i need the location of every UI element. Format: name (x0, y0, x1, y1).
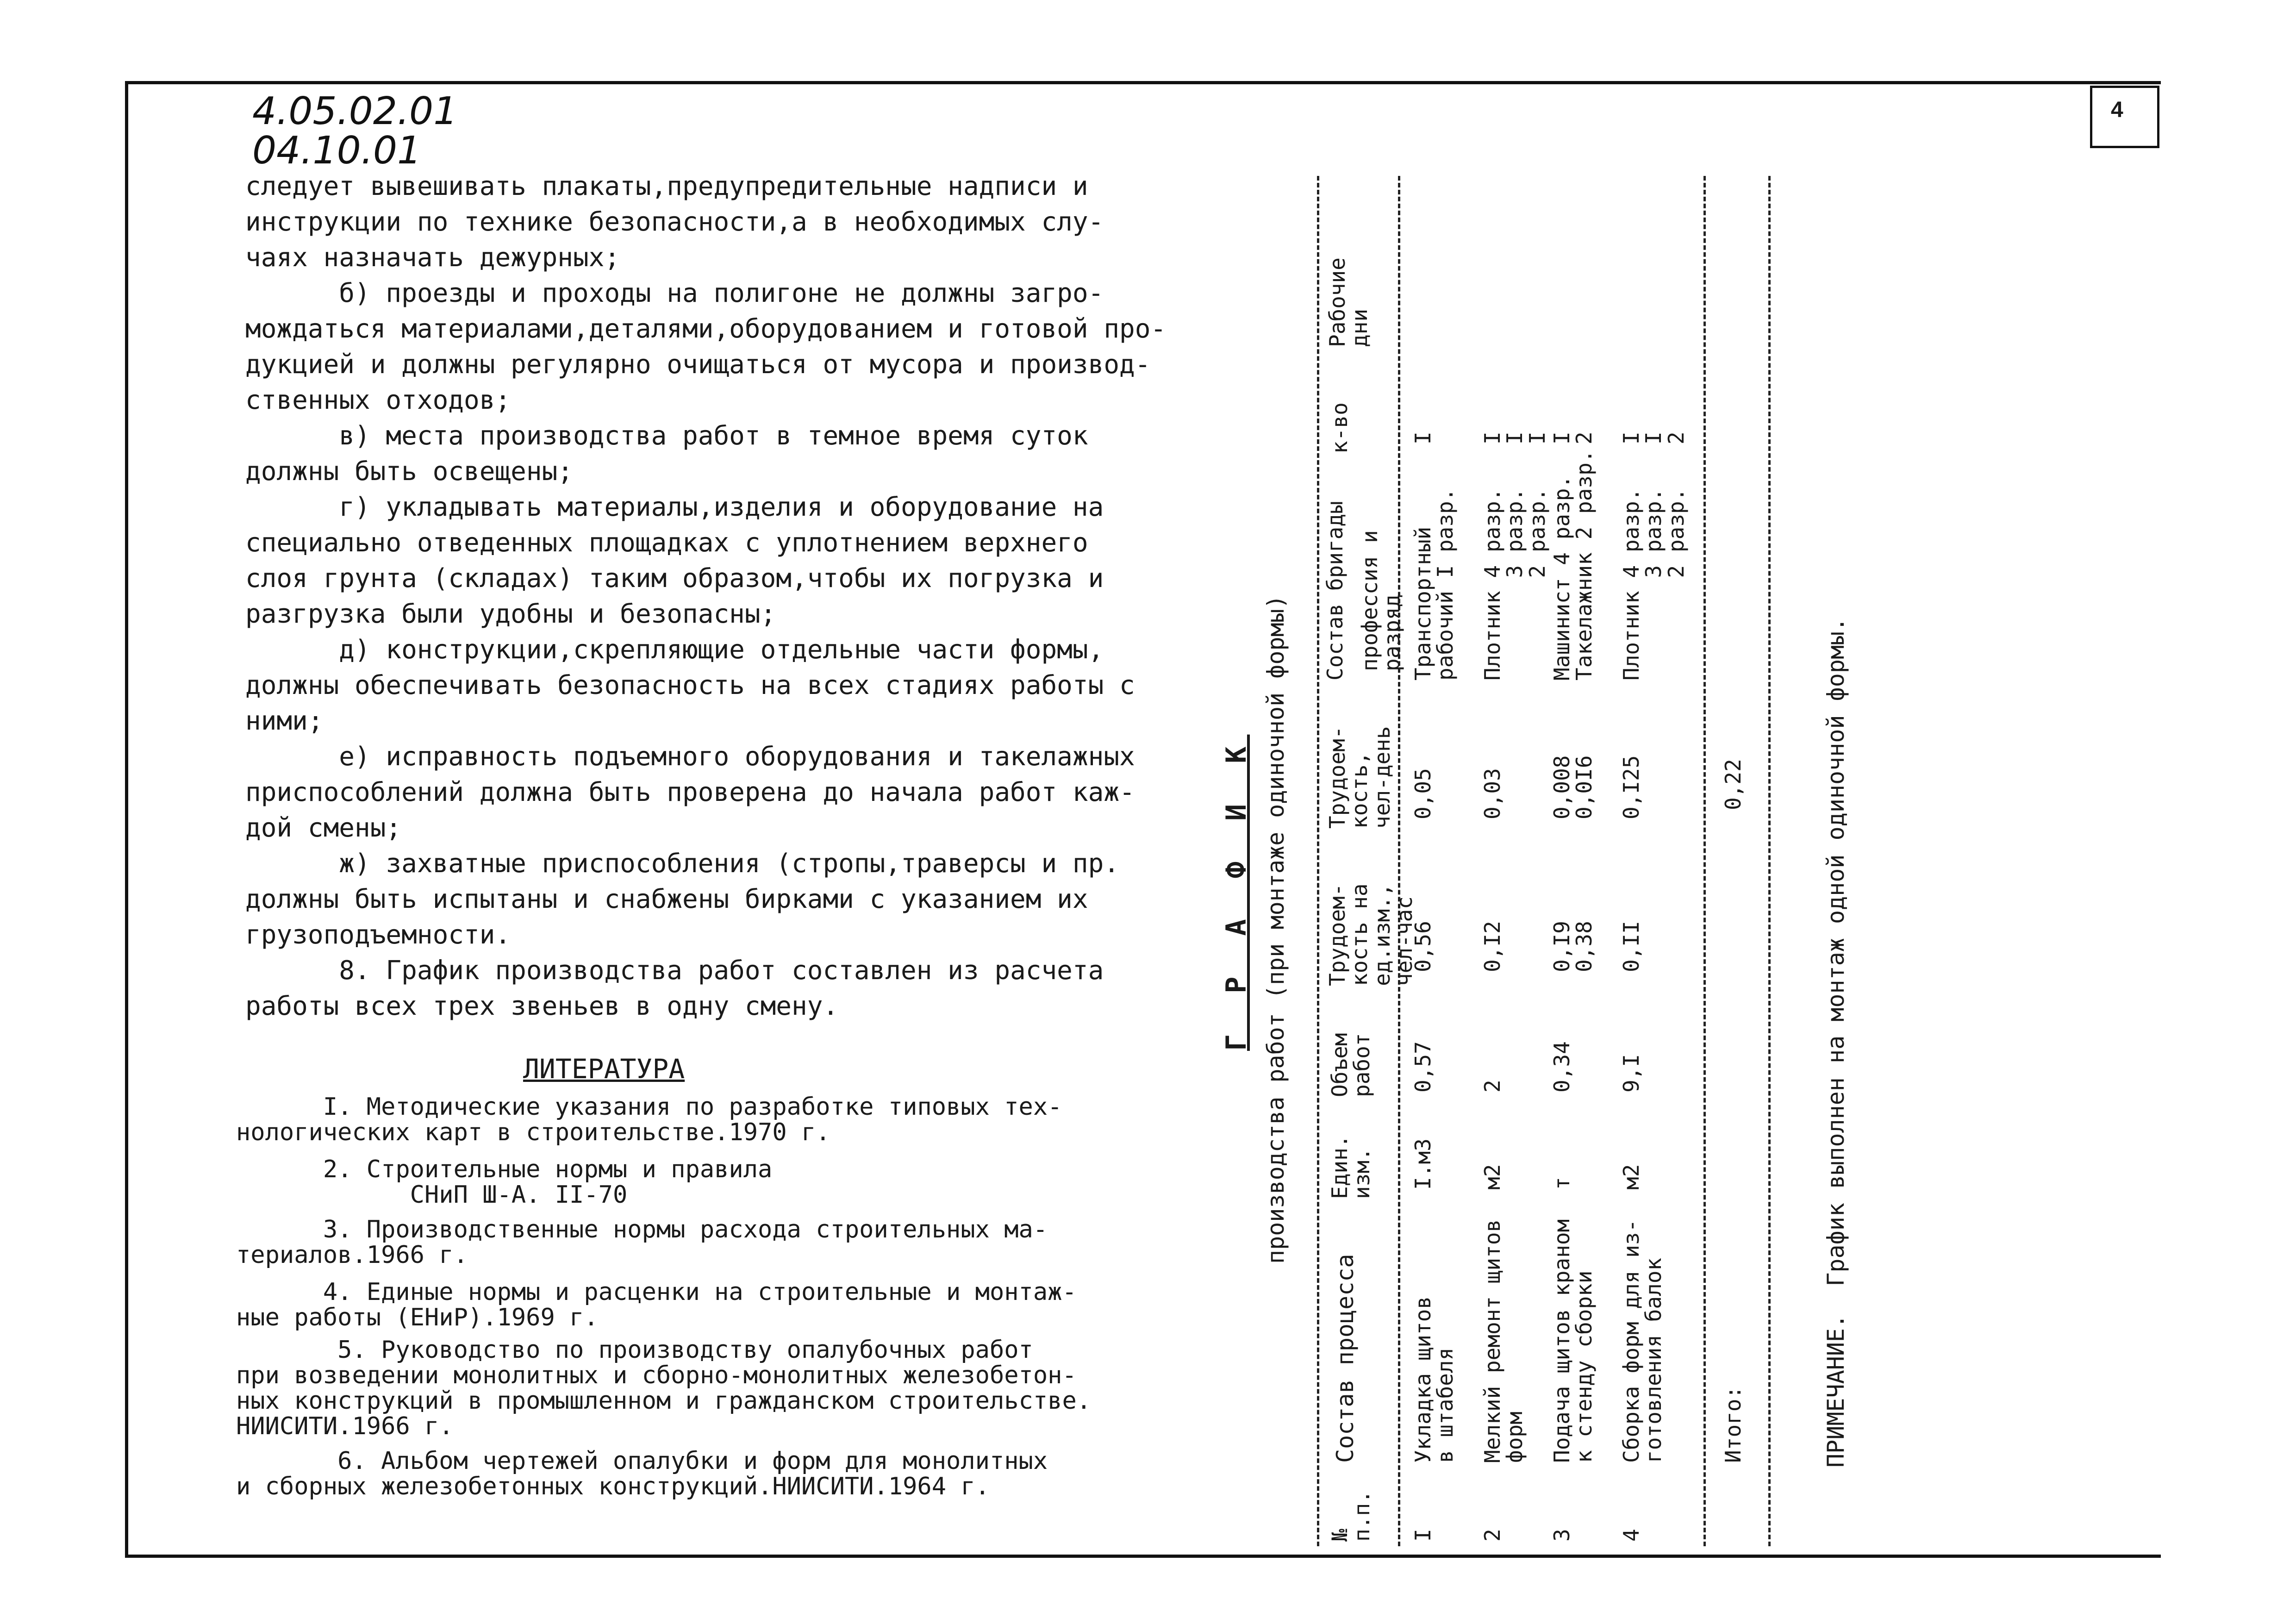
cell-unit: т (1549, 1177, 1574, 1190)
text-line: дукцией и должны регулярно очищаться от мусора и производ- (245, 350, 1151, 380)
hdr-profession: профессия и разряд (1357, 530, 1405, 671)
text-line: г) укладывать материалы,изделия и оборудование на (245, 492, 1104, 522)
cell-unit: м2 (1480, 1164, 1505, 1190)
table-top-rule (1317, 176, 1319, 1546)
doc-code-2: 04.10.01 (252, 129, 422, 173)
text-line: ственных отходов; (245, 385, 511, 415)
literature-item: СНиП Ш-А. II-70 (236, 1181, 628, 1209)
cell-num: I (1410, 1529, 1435, 1542)
hdr-process: Состав процесса (1332, 1254, 1359, 1463)
text-line: ними; (245, 706, 324, 736)
cell-labor-unit: 0,I2 (1480, 921, 1505, 972)
literature-item: 5. Руководство по производству опалубочных работ (236, 1336, 1033, 1364)
text-line: грузоподъемности. (245, 920, 511, 950)
cell-labor-unit: 0,I9 0,38 (1549, 921, 1597, 972)
body-bottom-rule (1703, 176, 1706, 1546)
text-line: чаях назначать дежурных; (245, 243, 620, 273)
cell-labor-total: 0,03 (1480, 768, 1505, 819)
cell-labor-total: 0,008 0,0I6 (1549, 755, 1597, 819)
literature-item: териалов.1966 г. (236, 1241, 468, 1269)
schedule-note: ПРИМЕЧАНИЕ. График выполнен на монтаж одной одиночной формы. (1822, 617, 1849, 1468)
text-line: д) конструкции,скрепляющие отдельные части формы, (245, 635, 1104, 665)
cell-profession: Транспортный рабочий I разр. (1410, 488, 1458, 681)
cell-qty: I I I (1480, 431, 1550, 444)
hdr-labor-total: Трудоем- кость, чел-день (1325, 726, 1395, 829)
cell-volume: 0,57 (1410, 1041, 1435, 1093)
text-line: работы всех трех звеньев в одну смену. (245, 991, 839, 1021)
text-line: дой смены; (245, 813, 402, 843)
hdr-num: № п.п. (1327, 1490, 1375, 1542)
cell-volume: 2 (1480, 1080, 1505, 1093)
cell-profession: Плотник 4 разр. 3 разр. 2 разр. (1619, 488, 1689, 681)
text-line: е) исправность подъемного оборудования и такелажных (245, 742, 1135, 772)
literature-item: I. Методические указания по разработке типовых тех- (236, 1093, 1062, 1121)
literature-item: при возведении монолитных и сборно-монолитных железобетон- (236, 1362, 1077, 1389)
hdr-days: Рабочие дни (1325, 257, 1373, 347)
text-line: слоя грунта (складах) таким образом,чтобы их погрузка и (245, 563, 1104, 593)
hdr-labor-unit: Трудоем- кость на ед.изм., чел-час (1325, 883, 1417, 986)
hdr-volume: Объем работ (1327, 1033, 1375, 1097)
literature-item: 6. Альбом чертежей опалубки и форм для монолитных (236, 1447, 1048, 1475)
literature-item: НИИСИТИ.1966 г. (236, 1412, 454, 1440)
text-line: 8. График производства работ составлен из расчета (245, 956, 1104, 986)
cell-num: 3 (1549, 1529, 1574, 1542)
cell-qty: I (1410, 431, 1435, 444)
header-bottom-rule (1398, 176, 1400, 1546)
schedule-table (1185, 144, 2018, 1551)
cell-volume: 0,34 (1549, 1041, 1574, 1093)
cell-qty: I I 2 (1619, 431, 1689, 444)
text-line: должны обеспечивать безопасность на всех стадиях работы с (245, 670, 1135, 700)
total-value: 0,22 (1721, 759, 1746, 810)
hdr-unit: Един. изм. (1327, 1135, 1375, 1199)
cell-num: 4 (1619, 1529, 1644, 1542)
cell-process: Подача щитов краном к стенду сборки (1549, 1219, 1597, 1463)
literature-item: ных конструкций в промышленном и гражданском строительстве. (236, 1387, 1092, 1415)
cell-unit: м2 (1619, 1164, 1644, 1190)
cell-process: Сборка форм для из- готовления балок (1619, 1219, 1666, 1463)
text-line: приспособлений должна быть проверена до начала работ каж- (245, 777, 1135, 807)
cell-labor-total: 0,I25 (1619, 755, 1644, 819)
cell-labor-unit: 0,56 (1410, 921, 1435, 972)
cell-volume: 9,I (1619, 1054, 1644, 1093)
text-line: в) места производства работ в темное время суток (245, 421, 1088, 451)
literature-item: ные работы (ЕНиР).1969 г. (236, 1304, 599, 1331)
text-line: мождаться материалами,деталями,оборудованием и готовой про- (245, 314, 1167, 344)
cell-qty: I 2 (1549, 431, 1597, 444)
table-bottom-rule (1768, 176, 1771, 1546)
schedule-title: Г Р А Ф И К (1220, 734, 1253, 1051)
literature-item: 2. Строительные нормы и правила (236, 1156, 773, 1183)
literature-item: и сборных железобетонных конструкций.НИИСИТИ.1964 г. (236, 1473, 990, 1500)
schedule-subtitle: производства работ (при монтаже одиночной формы) (1262, 595, 1289, 1264)
cell-labor-total: 0,05 (1410, 768, 1435, 819)
hdr-crew: Состав бригады (1323, 501, 1348, 681)
text-line: специально отведенных площадках с уплотнением верхнего (245, 528, 1088, 558)
cell-process: Мелкий ремонт щитов форм (1480, 1219, 1528, 1463)
page-number: 4 (2111, 98, 2123, 122)
text-line: следует вывешивать плакаты,предупредительные надписи и (245, 171, 1088, 201)
literature-item: 4. Единые нормы и расценки на строительные и монтаж- (236, 1278, 1077, 1306)
hdr-qty: к-во (1327, 402, 1352, 454)
cell-profession: Машинист 4 разр. Такелажник 2 разр. (1549, 450, 1597, 681)
page-number-box (2090, 86, 2159, 148)
cell-profession: Плотник 4 разр. 3 разр. 2 разр. (1480, 488, 1550, 681)
text-line: инструкции по технике безопасности,а в необходимых слу- (245, 207, 1104, 237)
text-line: б) проезды и проходы на полигоне не должны загро- (245, 278, 1104, 308)
literature-heading: ЛИТЕРАТУРА (523, 1053, 685, 1085)
text-line: должны быть освещены; (245, 456, 574, 487)
cell-num: 2 (1480, 1529, 1505, 1542)
cell-labor-unit: 0,II (1619, 921, 1644, 972)
literature-item: 3. Производственные нормы расхода строительных ма- (236, 1216, 1048, 1243)
cell-process: Укладка щитов в штабеля (1410, 1296, 1458, 1463)
total-label: Итого: (1721, 1386, 1746, 1463)
literature-item: нологических карт в строительстве.1970 г. (236, 1118, 830, 1146)
text-line: должны быть испытаны и снабжены бирками с указанием их (245, 884, 1088, 914)
cell-unit: I.м3 (1410, 1138, 1435, 1190)
text-line: разгрузка были удобны и безопасны; (245, 599, 776, 629)
doc-code-1: 4.05.02.01 (252, 89, 458, 133)
text-line: ж) захватные приспособления (стропы,траверсы и пр. (245, 849, 1120, 879)
